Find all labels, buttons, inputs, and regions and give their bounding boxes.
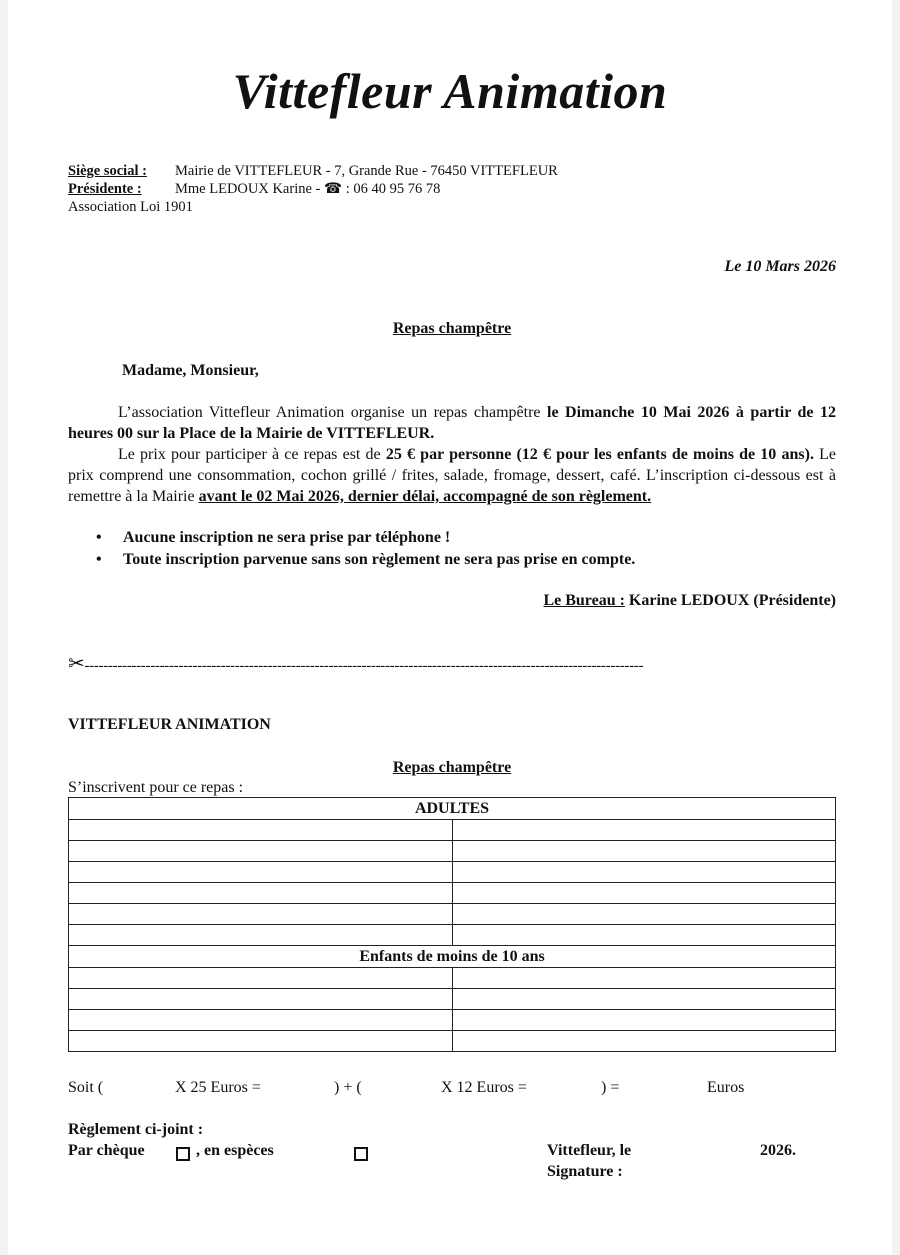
presidente-label: Présidente : (68, 181, 142, 197)
adult-name-cell[interactable] (453, 904, 836, 925)
child-name-cell[interactable] (69, 968, 453, 989)
paragraph-2: Le prix pour participer à ce repas est de 25 € par personne (12 € pour les enfants de moins de 10 ans). Le prix comprend une consommation, cochon grillé / frites, salade, fromage, dessert, café. L’inscription ci-dessous est à remettre à la Mairie avant le 02 Mai 2026, dernier délai, accompagné de son règlement. (68, 446, 837, 505)
letter-subject: Repas champêtre (392, 320, 512, 337)
table-row (69, 862, 836, 883)
adult-name-cell[interactable] (69, 904, 453, 925)
table-row (69, 883, 836, 904)
list-item: • Toute inscription parvenue sans son règlement ne sera pas prise en compte. (68, 549, 836, 571)
adult-name-cell[interactable] (453, 883, 836, 904)
scissors-icon: ✂ (68, 653, 85, 675)
siege-label: Siège social : (68, 163, 147, 179)
letter-date: Le 10 Mars 2026 (724, 258, 836, 275)
child-name-cell[interactable] (453, 1010, 836, 1031)
total-x25: X 25 Euros = (175, 1079, 261, 1096)
cash-checkbox[interactable] (354, 1147, 368, 1161)
total-x12: X 12 Euros = (441, 1079, 527, 1096)
presidente-info (175, 180, 440, 198)
bullet-icon: • (96, 529, 102, 546)
place-date-label: Vittefleur, le (547, 1142, 632, 1159)
adult-name-cell[interactable] (69, 883, 453, 904)
total-euros: Euros (707, 1079, 745, 1096)
adult-name-cell[interactable] (453, 862, 836, 883)
list-item: • Aucune inscription ne sera prise par téléphone ! (68, 527, 836, 549)
phone-icon: ☎ (324, 181, 343, 197)
child-name-cell[interactable] (69, 1031, 453, 1052)
signature-label: Signature : (547, 1163, 623, 1180)
table-row (69, 989, 836, 1010)
presidente-phone: : 06 40 95 76 78 (345, 181, 441, 197)
salutation: Madame, Monsieur, (122, 362, 259, 379)
adult-name-cell[interactable] (69, 820, 453, 841)
child-name-cell[interactable] (453, 989, 836, 1010)
adult-name-cell[interactable] (69, 925, 453, 946)
dashed-line: ----------------------------------------------------------------------------------------------------------------------- (84, 658, 644, 674)
table-row (69, 1031, 836, 1052)
adult-name-cell[interactable] (453, 841, 836, 862)
association-title: Vittefleur Animation (232, 63, 668, 119)
adult-name-cell[interactable] (69, 862, 453, 883)
adult-name-cell[interactable] (453, 925, 836, 946)
payment-cheque-label: Par chèque (68, 1142, 145, 1159)
table-row (69, 1010, 836, 1031)
total-paren-eq: ) = (601, 1079, 620, 1096)
signature-year: 2026. (760, 1142, 796, 1159)
adult-name-cell[interactable] (69, 841, 453, 862)
letter-body (68, 402, 836, 507)
cheque-checkbox[interactable] (176, 1147, 190, 1161)
child-name-cell[interactable] (69, 1010, 453, 1031)
bullet-list (68, 527, 836, 571)
payment-cash-label: , en espèces (196, 1142, 274, 1159)
association-type: Association Loi 1901 (68, 199, 193, 215)
presidente-name: Mme LEDOUX Karine - (175, 181, 321, 197)
paragraph-1: L’association Vittefleur Animation organise un repas champêtre le Dimanche 10 Mai 2026 à partir de 12 heures 00 sur la Place de la Mairie de VITTEFLEUR. (68, 404, 836, 442)
adults-header: ADULTES (69, 798, 836, 820)
form-subject: Repas champêtre (392, 759, 512, 776)
registration-table (68, 797, 836, 1052)
total-paren-plus: ) + ( (334, 1079, 362, 1096)
table-row (69, 968, 836, 989)
form-intro: S’inscrivent pour ce repas : (68, 779, 244, 796)
table-row (69, 820, 836, 841)
total-soit: Soit ( (68, 1079, 104, 1096)
child-name-cell[interactable] (69, 989, 453, 1010)
adult-name-cell[interactable] (453, 820, 836, 841)
children-header: Enfants de moins de 10 ans (69, 946, 836, 968)
child-name-cell[interactable] (453, 1031, 836, 1052)
bullet-icon: • (96, 551, 102, 568)
child-name-cell[interactable] (453, 968, 836, 989)
form-org-name: VITTEFLEUR ANIMATION (68, 716, 271, 733)
bureau-signature: Le Bureau : Karine LEDOUX (Présidente) (543, 592, 836, 609)
table-row (69, 841, 836, 862)
payment-label: Règlement ci-joint : (68, 1121, 204, 1138)
siege-value: Mairie de VITTEFLEUR - 7, Grande Rue - 76450 VITTEFLEUR (175, 163, 558, 179)
cut-line (68, 651, 643, 676)
table-row (69, 904, 836, 925)
table-row (69, 925, 836, 946)
